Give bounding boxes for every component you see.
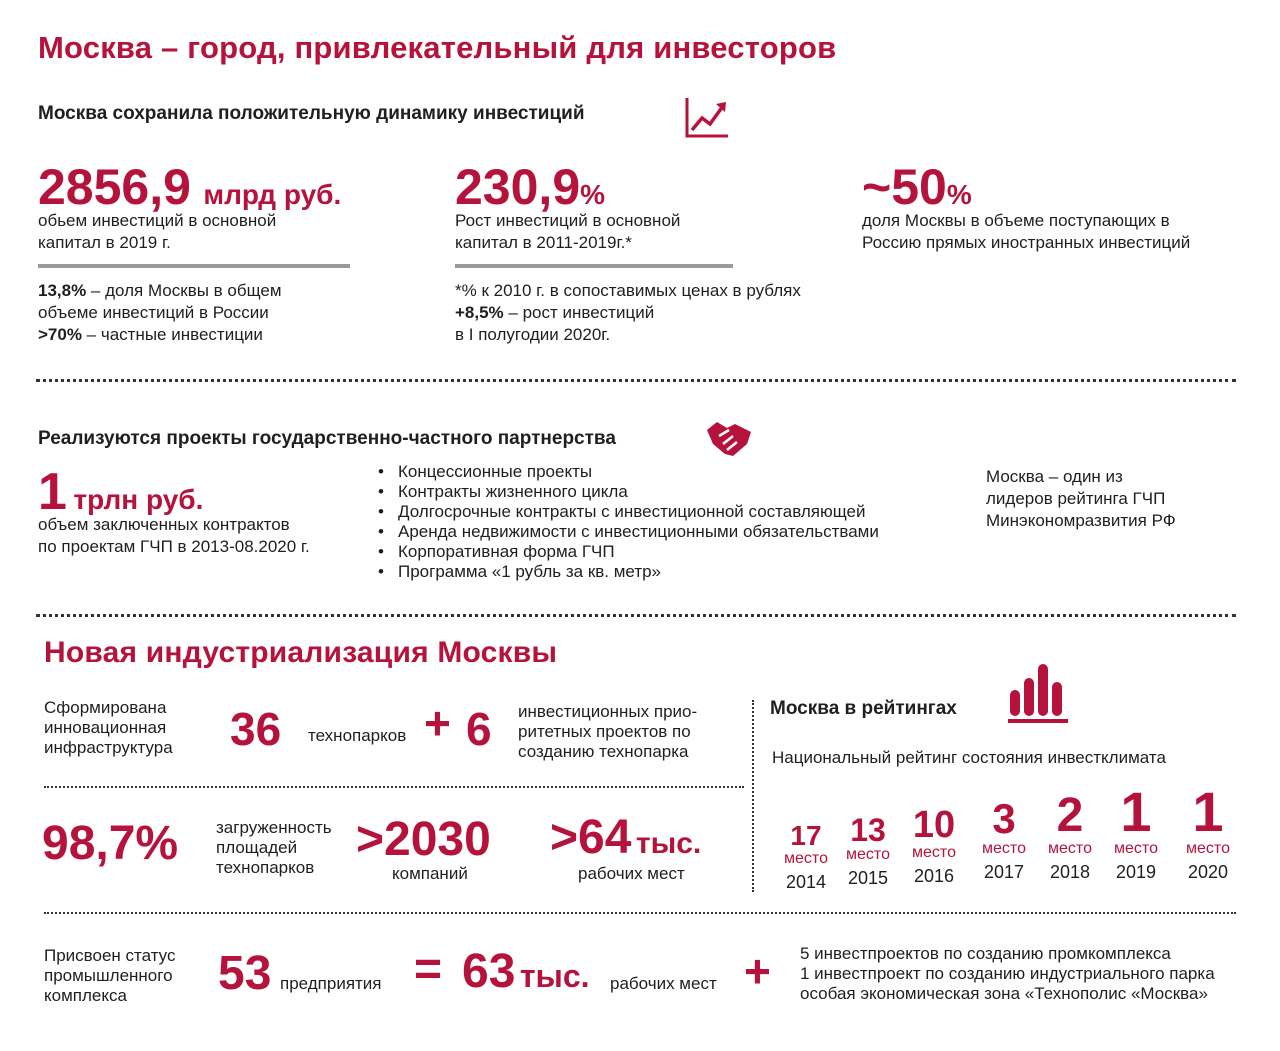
industrial-jobs-unit: тыс. bbox=[519, 958, 590, 994]
rank-year: 2019 bbox=[1115, 862, 1157, 882]
label-line: загруженность bbox=[216, 818, 332, 837]
section-divider bbox=[36, 379, 1236, 382]
label-line: инвестиционных прио- bbox=[518, 702, 698, 721]
desc-line: капитал в 2011-2019г.* bbox=[455, 233, 632, 252]
rank-place: 1 bbox=[1192, 780, 1224, 843]
rank-place: 17 bbox=[790, 820, 822, 851]
rank-2020 bbox=[1170, 780, 1246, 883]
label-line: 1 инвестпроект по созданию индустриального парка bbox=[800, 964, 1215, 983]
rank-word: место bbox=[982, 840, 1026, 857]
vertical-divider bbox=[752, 700, 754, 892]
note-line: Москва – один из bbox=[986, 467, 1123, 486]
rank-word: место bbox=[912, 844, 956, 861]
list-item: • Аренда недвижимости с инвестиционными обязательствами bbox=[378, 522, 879, 542]
plus-sign: + bbox=[744, 945, 771, 997]
rank-2016 bbox=[896, 806, 972, 887]
subsection-divider bbox=[44, 786, 744, 788]
industrial-status-label bbox=[44, 946, 176, 1006]
label-line: Сформирована bbox=[44, 698, 167, 717]
priority-projects-value: 6 bbox=[466, 703, 492, 755]
desc-line: капитал в 2019 г. bbox=[38, 233, 171, 252]
rank-place: 2 bbox=[1056, 789, 1084, 842]
section-divider bbox=[36, 614, 1236, 617]
note-line: объеме инвестиций в России bbox=[38, 303, 269, 322]
section-divider bbox=[44, 912, 1236, 914]
label-line: инфраструктура bbox=[44, 738, 173, 757]
ppp-volume-value: 1 bbox=[38, 463, 67, 521]
private-share-text: – частные инвестиции bbox=[81, 325, 263, 344]
divider bbox=[38, 264, 350, 268]
note-line: в I полугодии 2020г. bbox=[455, 325, 611, 344]
industrial-jobs-value: 63 bbox=[462, 945, 516, 998]
ppp-volume bbox=[38, 463, 204, 521]
rank-word: место bbox=[1186, 840, 1230, 857]
rank-year: 2014 bbox=[785, 872, 827, 892]
ppp-rating-note bbox=[986, 466, 1176, 532]
rank-2015 bbox=[830, 814, 906, 889]
label-line: технопарков bbox=[216, 858, 315, 877]
label-line: инновационная bbox=[44, 718, 167, 737]
fdi-share bbox=[862, 159, 972, 215]
rank-place: 1 bbox=[1120, 780, 1152, 843]
note-line: лидеров рейтинга ГЧП bbox=[986, 489, 1166, 508]
label-line: промышленного bbox=[44, 966, 173, 985]
fdi-share-desc bbox=[862, 210, 1190, 254]
share-text: – доля Москвы в общем bbox=[86, 281, 282, 300]
rank-word: место bbox=[1048, 840, 1092, 857]
label-line: Присвоен статус bbox=[44, 946, 176, 965]
page-title: Москва – город, привлекательный для инвесторов bbox=[38, 30, 837, 65]
share-value: 13,8% bbox=[38, 281, 87, 300]
rank-place: 13 bbox=[850, 812, 886, 848]
fdi-share-unit: % bbox=[946, 179, 972, 210]
investment-volume-value: 2856,9 bbox=[38, 159, 191, 215]
industrial-jobs bbox=[462, 945, 590, 998]
label-line: комплекса bbox=[44, 986, 127, 1005]
investment-growth-desc bbox=[455, 210, 680, 254]
desc-line: Рост инвестиций в основной bbox=[455, 211, 681, 230]
note-line: Минэкономразвития РФ bbox=[986, 511, 1176, 530]
investment-volume bbox=[38, 159, 342, 215]
companies-value: >2030 bbox=[356, 813, 491, 866]
jobs-unit: тыс. bbox=[635, 827, 702, 860]
rank-place: 3 bbox=[992, 795, 1016, 842]
ppp-volume-desc bbox=[38, 514, 310, 558]
ratings-subheading: Национальный рейтинг состояния инвестклимата bbox=[772, 748, 1166, 767]
technoparks-label: технопарков bbox=[308, 726, 407, 745]
ratings-heading: Москва в рейтингах bbox=[770, 698, 957, 719]
desc-line: доля Москвы в объеме поступающих в bbox=[862, 211, 1170, 230]
investment-growth bbox=[455, 159, 606, 215]
investments-heading: Москва сохранила положительную динамику инвестиций bbox=[38, 103, 585, 124]
rank-word: место bbox=[784, 850, 828, 867]
list-item: • Корпоративная форма ГЧП bbox=[378, 542, 879, 562]
half-year-growth-text: – рост инвестиций bbox=[503, 303, 655, 322]
list-item: • Долгосрочные контракты с инвестиционной составляющей bbox=[378, 502, 879, 522]
investment-growth-unit: % bbox=[580, 179, 606, 210]
investment-growth-notes bbox=[455, 280, 801, 346]
plus-sign: + bbox=[424, 697, 451, 749]
enterprises-value: 53 bbox=[218, 947, 272, 1000]
industry-heading: Новая индустриализация Москвы bbox=[44, 636, 558, 669]
industrial-jobs-label: рабочих мест bbox=[610, 974, 717, 993]
label-line: созданию технопарка bbox=[518, 742, 689, 761]
rank-year: 2015 bbox=[847, 868, 889, 888]
infrastructure-label bbox=[44, 698, 173, 758]
ppp-heading: Реализуются проекты государственно-частного партнерства bbox=[38, 428, 616, 449]
ppp-volume-unit: трлн руб. bbox=[73, 484, 204, 515]
desc-line: объем заключенных контрактов bbox=[38, 515, 290, 534]
divider bbox=[455, 264, 733, 268]
desc-line: по проектам ГЧП в 2013-08.2020 г. bbox=[38, 537, 310, 556]
investment-volume-unit: млрд руб. bbox=[203, 179, 342, 210]
rank-2017 bbox=[966, 795, 1042, 883]
desc-line: обьем инвестиций в основной bbox=[38, 211, 277, 230]
rank-place: 10 bbox=[912, 804, 956, 846]
enterprises-label: предприятия bbox=[280, 974, 382, 993]
jobs-value: >64 bbox=[550, 811, 632, 864]
fdi-share-value: ~50 bbox=[862, 159, 947, 215]
rank-year: 2018 bbox=[1049, 862, 1091, 882]
list-item: • Программа «1 рубль за кв. метр» bbox=[378, 562, 879, 582]
jobs-label: рабочих мест bbox=[578, 864, 685, 883]
growth-chart-icon bbox=[684, 96, 730, 140]
companies-label: компаний bbox=[392, 864, 468, 883]
investment-volume-desc bbox=[38, 210, 276, 254]
list-item: • Концессионные проекты bbox=[378, 462, 879, 482]
rank-year: 2017 bbox=[983, 862, 1025, 882]
load-value: 98,7% bbox=[42, 817, 179, 870]
load-label bbox=[216, 818, 332, 878]
equals-sign: = bbox=[414, 943, 443, 996]
desc-line: Россию прямых иностранных инвестиций bbox=[862, 233, 1191, 252]
label-line: особая экономическая зона «Технополис «Москва» bbox=[800, 984, 1208, 1003]
extra-projects bbox=[800, 944, 1215, 1004]
rank-year: 2016 bbox=[913, 866, 955, 886]
rank-2019 bbox=[1098, 780, 1174, 883]
jobs bbox=[550, 811, 702, 864]
footnote: *% к 2010 г. в сопоставимых ценах в рублях bbox=[455, 281, 801, 300]
list-item: • Контракты жизненного цикла bbox=[378, 482, 879, 502]
technoparks-value: 36 bbox=[230, 703, 282, 755]
bar-chart-icon bbox=[1008, 664, 1070, 724]
label-line: ритетных проектов по bbox=[518, 722, 691, 741]
investment-growth-value: 230,9 bbox=[455, 159, 581, 215]
private-share-value: >70% bbox=[38, 325, 82, 344]
rank-year: 2020 bbox=[1187, 862, 1229, 882]
rank-word: место bbox=[846, 846, 890, 863]
rank-word: место bbox=[1114, 840, 1158, 857]
investment-notes bbox=[38, 280, 282, 346]
priority-projects-label bbox=[518, 702, 697, 762]
handshake-icon bbox=[703, 416, 755, 460]
ppp-project-list bbox=[378, 462, 879, 582]
rank-2018 bbox=[1032, 789, 1108, 883]
half-year-growth-value: +8,5% bbox=[455, 303, 504, 322]
label-line: площадей bbox=[216, 838, 298, 857]
label-line: 5 инвестпроектов по созданию промкомплекса bbox=[800, 944, 1171, 963]
